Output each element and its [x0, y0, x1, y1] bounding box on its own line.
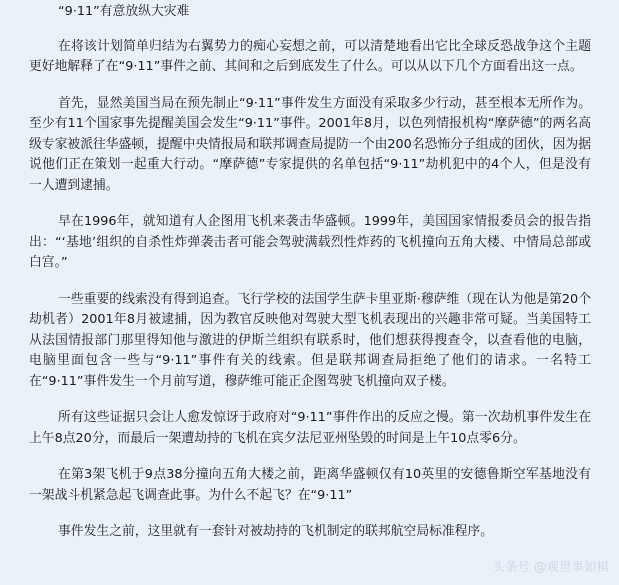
paragraph-5: 所有这些证据只会让人愈发惊讶于政府对“9·11”事件作出的反应之慢。第一次劫机事件发生在上午8点20分，而最后一架遭劫持的飞机在宾夕法尼亚州坠毁的时间是上午10点零6分。	[29, 410, 591, 446]
paragraph-3: 早在1996年，就知道有人企图用飞机来袭击华盛顿。1999年，美国国家情报委员会的报告指出：“‘基地’组织的自杀性炸弹袭击者可能会驾驶满载烈性炸药的飞机撞向五角大楼、中情局总部或白宫。”	[29, 214, 591, 270]
paragraph-4: 一些重要的线索没有得到追查。飞行学校的法国学生萨卡里亚斯·穆萨维（现在认为他是第20个劫机者）2001年8月被逮捕，因为教官反映他对驾驶大型飞机表现出的兴趣非常可疑。当美国特工从法国情报部门那里得知他与激进的伊斯兰组织有联系时，他们想获得搜查令，以查看他的电脑，电脑里面包含一些与“9·11”事件有关的线索。但是联邦调查局拒绝了他们的请求。一名特工在“9·11”事件发生一个月前写道，穆萨维可能正企图驾驶飞机撞向双子楼。	[29, 291, 591, 389]
paragraph-7: 事件发生之前，这里就有一套针对被劫持的飞机制定的联邦航空局标准程序。	[58, 524, 494, 539]
source-watermark: 头条号 @观世事如棋	[492, 559, 609, 574]
article-headline: “9·11”有意放纵大灾难	[58, 4, 190, 19]
paragraph-2: 首先，显然美国当局在预先制止“9·11”事件发生方面没有采取多少行动，甚至根本无所作为。至少有11个国家事先提醒美国会发生“9·11”事件。2001年8月，以色列情报机构“摩萨德”的两名高级专家被派往华盛顿，提醒中央情报局和联邦调查局提防一个由200名恐怖分子组成的团伙，因为据说他们正在策划一起重大行动。“摩萨德”专家提供的名单包括“9·11”劫机犯中的4个人，但是没有一人遭到逮捕。	[29, 95, 591, 193]
paragraph-1: 在将该计划简单归结为右翼势力的痴心妄想之前，可以清楚地看出它比全球反恐战争这个主题更好地解释了在“9·11”事件之前、其间和之后到底发生了什么。可以从以下几个方面看出这一点。	[29, 38, 591, 74]
paragraph-6: 在第3架飞机于9点38分撞向五角大楼之前，距离华盛顿仅有10英里的安德鲁斯空军基地没有一架战斗机紧急起飞调查此事。为什么不起飞？在“9·11”	[29, 467, 591, 503]
